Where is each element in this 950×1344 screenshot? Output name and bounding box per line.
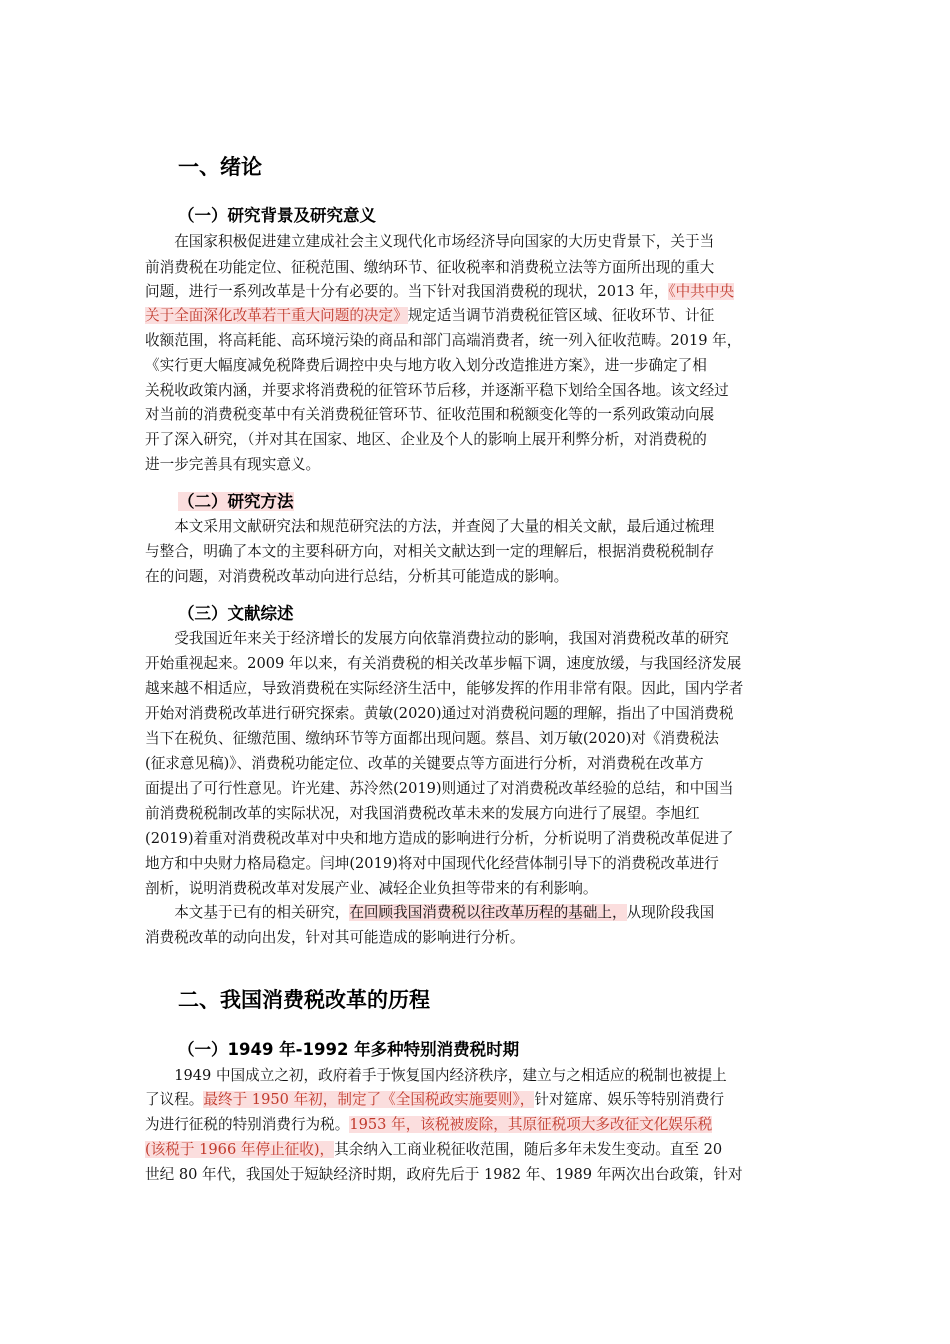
paragraph-line: 世纪 80 年代，我国处于短缺经济时期，政府先后于 1982 年、1989 年两次出台政策，针对 — [145, 1166, 743, 1183]
paragraph-line: (征求意见稿)》、消费税功能定位、改革的关键要点等方面进行分析，对消费税在改革方 — [145, 755, 704, 772]
subsection-heading-methods: （二）研究方法 — [178, 492, 294, 511]
paragraph-line: 前消费税在功能定位、征税范围、缴纳环节、征收税率和消费税立法等方面所出现的重大 — [145, 259, 715, 276]
paragraph-line: 越来越不相适应，导致消费税在实际经济生活中，能够发挥的作用非常有限。因此，国内学者 — [145, 680, 744, 697]
paragraph-line: 进一步完善具有现实意义。 — [145, 456, 321, 473]
highlighted-citation: 关于全面深化改革若干重大问题的决定》 — [145, 307, 408, 324]
paragraph-line: 开始重视起来。2009 年以来，有关消费税的相关改革步幅下调，速度放缓，与我国经济发展 — [145, 655, 742, 672]
paragraph-line: 《实行更大幅度减免税降费后调控中央与地方收入划分改造推进方案》，进一步确定了相 — [145, 357, 707, 374]
paragraph-line: (该税于 1966 年停止征收)，其余纳入工商业税征收范围，随后多年未发生变动。直至 20 — [145, 1141, 723, 1158]
paragraph-line: 1949 中国成立之初，政府着手于恢复国内经济秩序，建立与之相适应的税制也被提上 — [145, 1067, 727, 1084]
paragraph-line: 关税收政策内涵，并要求将消费税的征管环节后移，并逐渐平稳下划给全国各地。该文经过 — [145, 382, 729, 399]
subsection-heading-1949-1992: （一）1949 年-1992 年多种特别消费税时期 — [178, 1040, 520, 1059]
paragraph-line: 本文采用文献研究法和规范研究法的方法，并查阅了大量的相关文献，最后通过梳理 — [145, 518, 715, 535]
paragraph-line: 收额范围，将高耗能、高环境污染的商品和部门高端消费者，统一列入征收范畴。2019 年， — [145, 332, 742, 349]
paragraph-line: 与整合，明确了本文的主要科研方向，对相关文献达到一定的理解后，根据消费税税制存 — [145, 543, 715, 560]
subsection-heading-background: （一）研究背景及研究意义 — [178, 206, 376, 225]
paragraph-line: 在的问题，对消费税改革动向进行总结，分析其可能造成的影响。 — [145, 568, 569, 585]
paragraph-line: 本文基于已有的相关研究，在回顾我国消费税以往改革历程的基础上，从现阶段我国 — [145, 904, 715, 921]
paragraph-line: 问题，进行一系列改革是十分有必要的。当下针对我国消费税的现状，2013 年，《中共中央 — [145, 283, 735, 300]
paragraph-line: 对当前的消费税变革中有关消费税征管环节、征收范围和税额变化等的一系列政策动向展 — [145, 406, 715, 423]
paragraph-line: 开始对消费税改革进行研究探索。黄敏(2020)通过对消费税问题的理解，指出了中国消费税 — [145, 705, 734, 722]
paragraph-line: 当下在税负、征缴范围、缴纳环节等方面都出现问题。蔡昌、刘万敏(2020)对《消费税法 — [145, 730, 719, 747]
paragraph-line: 剖析，说明消费税改革对发展产业、减轻企业负担等带来的有利影响。 — [145, 880, 598, 897]
section-heading-introduction: 一、绪论 — [178, 155, 262, 179]
paragraph-line: 了议程。最终于 1950 年初，制定了《全国税政实施要则》，针对筵席、娱乐等特别消费行 — [145, 1091, 725, 1108]
paragraph-line: 开了深入研究，（并对其在国家、地区、企业及个人的影响上展开利弊分析，对消费税的 — [145, 431, 707, 448]
highlighted-text: 最终于 1950 年初，制定了《全国税政实施要则》， — [203, 1091, 535, 1108]
paragraph-line: (2019)着重对消费税改革对中央和地方造成的影响进行分析，分析说明了消费税改革促进了 — [145, 830, 734, 847]
paragraph-line: 地方和中央财力格局稳定。闫坤(2019)将对中国现代化经营体制引导下的消费税改革进行 — [145, 855, 719, 872]
paragraph-line: 面提出了可行性意见。许光建、苏泠然(2019)则通过了对消费税改革经验的总结，和中国当 — [145, 780, 734, 797]
paragraph-line: 为进行征税的特别消费行为税。1953 年，该税被废除，其原征税项大多改征文化娱乐税 — [145, 1116, 713, 1133]
paragraph-line: 前消费税税制改革的实际状况，对我国消费税改革未来的发展方向进行了展望。李旭红 — [145, 805, 700, 822]
section-heading-reform-history: 二、我国消费税改革的历程 — [178, 988, 430, 1012]
highlighted-text: 1953 年，该税被废除，其原征税项大多改征文化娱乐税 — [349, 1116, 713, 1133]
paragraph-line: 消费税改革的动向出发，针对其可能造成的影响进行分析。 — [145, 929, 525, 946]
paragraph-line: 在国家积极促进建立建成社会主义现代化市场经济导向国家的大历史背景下，关于当 — [145, 233, 715, 250]
highlighted-text: (该税于 1966 年停止征收)， — [145, 1141, 335, 1158]
highlighted-text: 在回顾我国消费税以往改革历程的基础上， — [349, 904, 627, 921]
subsection-heading-literature-review: （三）文献综述 — [178, 604, 294, 623]
paragraph-line: 受我国近年来关于经济增长的发展方向依靠消费拉动的影响，我国对消费税改革的研究 — [145, 630, 729, 647]
paragraph-line: 关于全面深化改革若干重大问题的决定》规定适当调节消费税征管区域、征收环节、计征 — [145, 307, 715, 324]
highlighted-citation: 《中共中央 — [668, 283, 735, 300]
